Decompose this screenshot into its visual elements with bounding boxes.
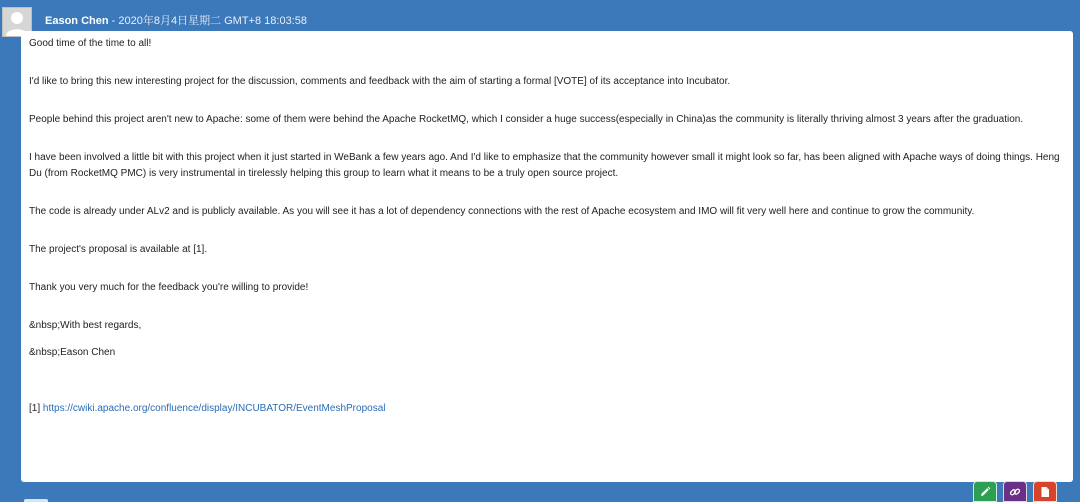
proposal-link[interactable]: https://cwiki.apache.org/confluence/display/INCUBATOR/EventMeshProposal xyxy=(42,403,386,414)
pencil-icon xyxy=(979,486,991,498)
raw-message-button[interactable] xyxy=(1033,481,1057,502)
message-paragraph: The code is already under ALv2 and is publicly available. As you will see it has a lot of dependency connections with the rest of Apache ecosystem and IMO will fit very well here and continue to grow the community. xyxy=(29,206,975,217)
message-paragraph: Thank you very much for the feedback you're willing to provide! xyxy=(29,282,309,293)
message-greeting: Good time of the time to all! xyxy=(29,38,152,49)
blank-line xyxy=(29,128,1065,150)
signature-name: &nbsp;Eason Chen xyxy=(29,347,116,358)
blank-line xyxy=(29,258,1065,280)
message-body xyxy=(21,31,1073,482)
blank-line xyxy=(29,361,1065,401)
author-name[interactable]: Eason Chen xyxy=(45,15,109,27)
permalink-button[interactable] xyxy=(1003,481,1027,502)
blank-line xyxy=(29,52,1065,74)
blank-line xyxy=(29,182,1065,204)
message-paragraph: I have been involved a little bit with this project when it just started in WeBank a few years ago. And I'd like to emphasize that the community however small it might look so far, has been aligned with Apache ways of doing things. Heng Du (from RocketMQ PMC) is very instrumental in tirelessly helping this group to learn what it means to be a truly open source project. xyxy=(29,152,1060,179)
blank-line xyxy=(29,296,1065,318)
message-paragraph: People behind this project aren't new to Apache: some of them were behind the Apache RocketMQ, which I consider a huge success(especially in China)as the community is literally thriving almost 3 years after the graduation. xyxy=(29,114,1024,125)
message-date: 2020年8月4日星期二 GMT+8 18:03:58 xyxy=(118,15,307,27)
edit-button[interactable] xyxy=(973,481,997,502)
link-icon xyxy=(1009,486,1021,498)
signature-line: &nbsp;With best regards, xyxy=(29,320,142,331)
message-actions xyxy=(973,481,1057,502)
message-paragraph: The project's proposal is available at [1]. xyxy=(29,244,208,255)
message-header xyxy=(45,14,307,28)
reference-line xyxy=(29,401,1065,417)
header-separator: - xyxy=(108,15,119,27)
blank-line xyxy=(29,220,1065,242)
reference-label: [1] xyxy=(29,403,43,414)
blank-line xyxy=(29,334,1065,345)
message-paragraph: I'd like to bring this new interesting project for the discussion, comments and feedback with the aim of starting a formal [VOTE] of its acceptance into Incubator. xyxy=(29,76,731,87)
document-icon xyxy=(1039,486,1051,498)
blank-line xyxy=(29,90,1065,112)
